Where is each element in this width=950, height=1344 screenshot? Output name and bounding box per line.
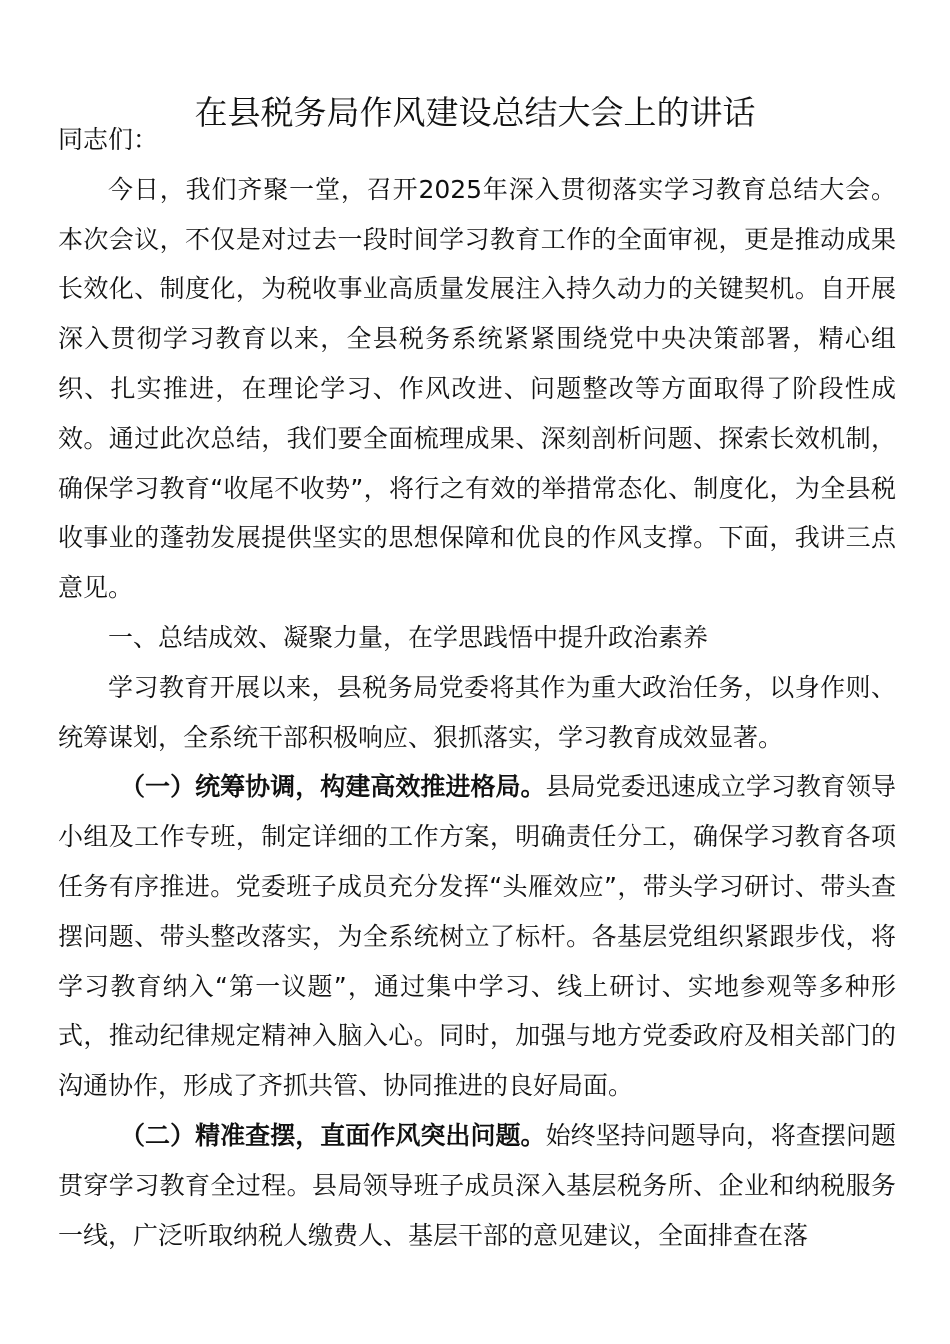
section-heading-1: 一、总结成效、凝聚力量，在学思践悟中提升政治素养 (108, 622, 709, 652)
paragraph-intro: 今日，我们齐聚一堂，召开2025年深入贯彻落实学习教育总结大会。本次会议，不仅是对过去一段时间学习教育工作的全面审视，更是推动成果长效化、制度化，为税收事业高质量发展注入持久动力的关键契机。自开展深入贯彻学习教育以来，全县税务系统紧紧围绕党中央决策部署，精心组织、扎实推进，在理论学习、作风改进、问题整改等方面取得了阶段性成效。通过此次总结，我们要全面梳理成果、深刻剖析问题、探索长效机制，确保学习教育“收尾不收势”，将行之有效的举措常态化、制度化，为全县税收事业的蓬勃发展提供坚实的思想保障和优良的作风支撑。下面，我讲三点意见。 (58, 174, 896, 603)
paragraph-subsection-1 (58, 762, 896, 1111)
salutation: 同志们： (58, 125, 159, 154)
subsection-1-text: 县局党委迅速成立学习教育领导小组及工作专班，制定详细的工作方案，明确责任分工，确保学习教育各项任务有序推进。党委班子成员充分发挥“头雁效应”，带头学习研讨、带头查摆问题、带头整改落实，为全系统树立了标杆。各基层党组织紧跟步伐，将学习教育纳入“第一议题”，通过集中学习、线上研讨、实地参观等多种形式，推动纪律规定精神入脑入心。同时，加强与地方党委政府及相关部门的沟通协作，形成了齐抓共管、协同推进的良好局面。 (58, 772, 896, 1101)
page-title: 在县税务局作风建设总结大会上的讲话 (194, 93, 756, 133)
paragraph-section-1-intro: 学习教育开展以来，县税务局党委将其作为重大政治任务，以身作则、统筹谋划，全系统干部积极响应、狠抓落实，学习教育成效显著。 (58, 672, 896, 752)
subsection-1-lead: （一）统筹协调，构建高效推进格局。 (120, 772, 546, 802)
speech-body (58, 115, 896, 1260)
subsection-2-text: 始终坚持问题导向，将查摆问题贯穿学习教育全过程。县局领导班子成员深入基层税务所、企业和纳税服务一线，广泛听取纳税人缴费人、基层干部的意见建议，全面排查在落 (58, 1120, 896, 1250)
paragraph-subsection-2 (58, 1111, 896, 1260)
subsection-2-lead: （二）精准查摆，直面作风突出问题。 (120, 1120, 546, 1150)
